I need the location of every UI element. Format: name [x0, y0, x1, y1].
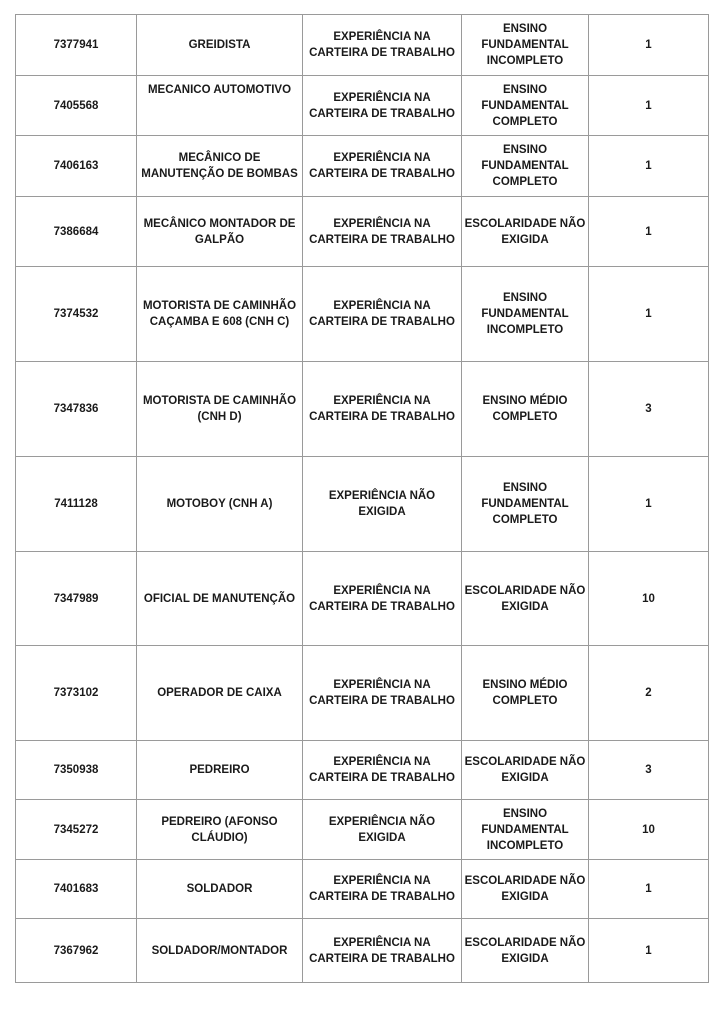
vacancy-count: 10 [589, 800, 709, 860]
job-code: 7373102 [16, 646, 137, 741]
job-code: 7345272 [16, 800, 137, 860]
education-requirement: ESCOLARIDADE NÃO EXIGIDA [462, 919, 589, 983]
job-code: 7386684 [16, 197, 137, 267]
education-requirement: ESCOLARIDADE NÃO EXIGIDA [462, 741, 589, 800]
job-title: SOLDADOR/MONTADOR [137, 919, 303, 983]
table-row [16, 362, 709, 457]
job-code: 7406163 [16, 136, 137, 197]
job-code: 7350938 [16, 741, 137, 800]
job-title: MOTORISTA DE CAMINHÃO (CNH D) [137, 362, 303, 457]
table-row [16, 800, 709, 860]
experience-requirement: EXPERIÊNCIA NÃO EXIGIDA [303, 800, 462, 860]
job-code: 7405568 [16, 76, 137, 136]
experience-requirement: EXPERIÊNCIA NA CARTEIRA DE TRABALHO [303, 136, 462, 197]
experience-requirement: EXPERIÊNCIA NA CARTEIRA DE TRABALHO [303, 552, 462, 646]
education-requirement: ENSINO FUNDAMENTAL COMPLETO [462, 136, 589, 197]
experience-requirement: EXPERIÊNCIA NA CARTEIRA DE TRABALHO [303, 15, 462, 76]
education-requirement: ESCOLARIDADE NÃO EXIGIDA [462, 552, 589, 646]
job-code: 7367962 [16, 919, 137, 983]
table-row [16, 457, 709, 552]
job-title: MECANICO AUTOMOTIVO [137, 76, 303, 136]
education-requirement: ENSINO FUNDAMENTAL INCOMPLETO [462, 267, 589, 362]
vacancy-count: 2 [589, 646, 709, 741]
table-row [16, 741, 709, 800]
job-title: PEDREIRO [137, 741, 303, 800]
experience-requirement: EXPERIÊNCIA NA CARTEIRA DE TRABALHO [303, 197, 462, 267]
experience-requirement: EXPERIÊNCIA NA CARTEIRA DE TRABALHO [303, 267, 462, 362]
job-title: MOTORISTA DE CAMINHÃO CAÇAMBA E 608 (CNH C) [137, 267, 303, 362]
job-code: 7377941 [16, 15, 137, 76]
job-code: 7374532 [16, 267, 137, 362]
job-title: OFICIAL DE MANUTENÇÃO [137, 552, 303, 646]
table-row [16, 197, 709, 267]
experience-requirement: EXPERIÊNCIA NA CARTEIRA DE TRABALHO [303, 76, 462, 136]
education-requirement: ENSINO FUNDAMENTAL COMPLETO [462, 457, 589, 552]
vacancy-count: 10 [589, 552, 709, 646]
table-row [16, 76, 709, 136]
education-requirement: ENSINO FUNDAMENTAL INCOMPLETO [462, 15, 589, 76]
table-row [16, 552, 709, 646]
vacancy-count: 1 [589, 919, 709, 983]
experience-requirement: EXPERIÊNCIA NA CARTEIRA DE TRABALHO [303, 646, 462, 741]
job-title: PEDREIRO (AFONSO CLÁUDIO) [137, 800, 303, 860]
education-requirement: ENSINO MÉDIO COMPLETO [462, 646, 589, 741]
education-requirement: ESCOLARIDADE NÃO EXIGIDA [462, 197, 589, 267]
education-requirement: ENSINO FUNDAMENTAL COMPLETO [462, 76, 589, 136]
table-row [16, 646, 709, 741]
experience-requirement: EXPERIÊNCIA NÃO EXIGIDA [303, 457, 462, 552]
table-row [16, 15, 709, 76]
job-title: MECÂNICO DE MANUTENÇÃO DE BOMBAS [137, 136, 303, 197]
job-title: OPERADOR DE CAIXA [137, 646, 303, 741]
experience-requirement: EXPERIÊNCIA NA CARTEIRA DE TRABALHO [303, 860, 462, 919]
experience-requirement: EXPERIÊNCIA NA CARTEIRA DE TRABALHO [303, 919, 462, 983]
experience-requirement: EXPERIÊNCIA NA CARTEIRA DE TRABALHO [303, 741, 462, 800]
vacancy-count: 1 [589, 76, 709, 136]
education-requirement: ESCOLARIDADE NÃO EXIGIDA [462, 860, 589, 919]
vacancy-count: 1 [589, 457, 709, 552]
table-row [16, 860, 709, 919]
vacancy-count: 3 [589, 741, 709, 800]
table-row [16, 267, 709, 362]
job-title: GREIDISTA [137, 15, 303, 76]
vacancy-count: 1 [589, 136, 709, 197]
education-requirement: ENSINO MÉDIO COMPLETO [462, 362, 589, 457]
vacancy-count: 3 [589, 362, 709, 457]
job-code: 7401683 [16, 860, 137, 919]
vacancy-count: 1 [589, 197, 709, 267]
job-title: SOLDADOR [137, 860, 303, 919]
job-title: MOTOBOY (CNH A) [137, 457, 303, 552]
table-row [16, 136, 709, 197]
vacancy-count: 1 [589, 267, 709, 362]
job-code: 7347836 [16, 362, 137, 457]
experience-requirement: EXPERIÊNCIA NA CARTEIRA DE TRABALHO [303, 362, 462, 457]
job-title: MECÂNICO MONTADOR DE GALPÃO [137, 197, 303, 267]
job-code: 7347989 [16, 552, 137, 646]
table-row [16, 919, 709, 983]
education-requirement: ENSINO FUNDAMENTAL INCOMPLETO [462, 800, 589, 860]
job-openings-table [15, 14, 709, 983]
vacancy-count: 1 [589, 15, 709, 76]
job-code: 7411128 [16, 457, 137, 552]
vacancy-count: 1 [589, 860, 709, 919]
